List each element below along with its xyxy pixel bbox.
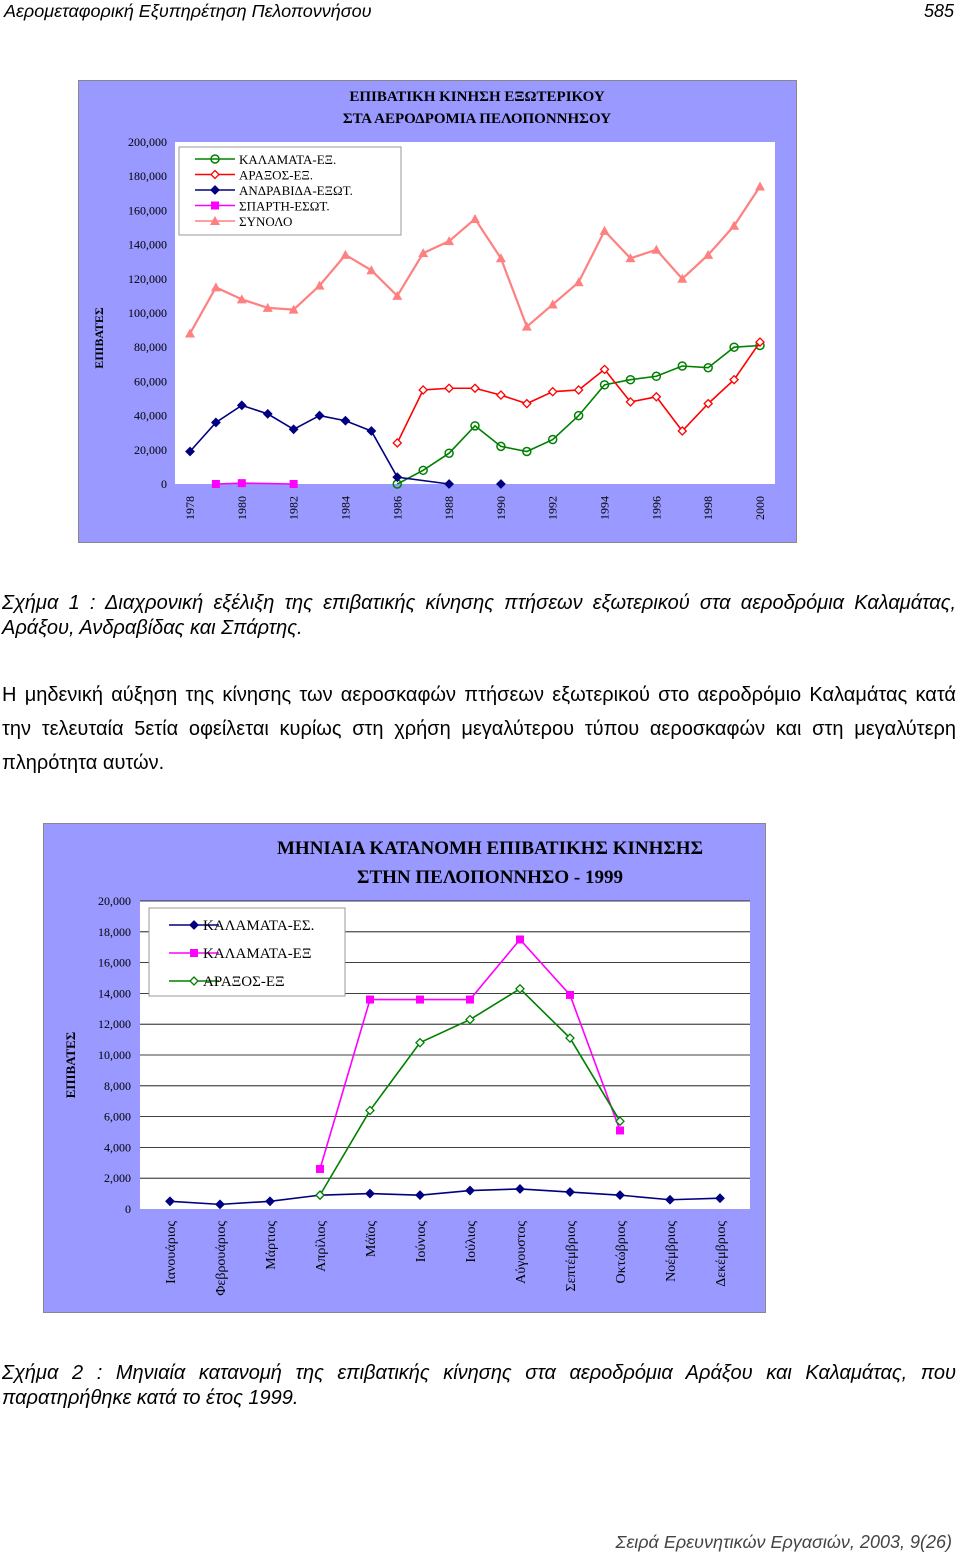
x-tick-label: 1982	[286, 496, 301, 520]
data-point	[566, 991, 574, 999]
y-tick-label: 16,000	[98, 955, 131, 970]
x-tick-label: Μάρτιος	[264, 1221, 279, 1270]
page-number: 585	[923, 1, 954, 21]
data-point	[366, 996, 374, 1004]
y-tick-label: 60,000	[134, 374, 167, 389]
running-header-title: Αερομεταφορική Εξυπηρέτηση Πελοποννήσου	[4, 1, 372, 21]
data-point	[416, 996, 424, 1004]
data-point	[238, 479, 246, 487]
x-tick-label: 1990	[493, 496, 508, 520]
figure-2-caption: Σχήμα 2 : Μηνιαία κατανομή της επιβατικής κίνησης στα αεροδρόμια Αράξου και Καλαμάτας, που παρατηρήθηκε κατά το έτος 1999.	[2, 1362, 956, 1409]
chart-international-traffic	[78, 80, 797, 543]
data-point	[616, 1126, 624, 1134]
legend-label: ΣΥΝΟΛΟ	[239, 214, 293, 229]
x-tick-label: Σεπτέμβριος	[564, 1221, 579, 1292]
x-tick-label: 2000	[753, 496, 767, 520]
chart-title: ΕΠΙΒΑΤΙΚΗ ΚΙΝΗΣΗ ΕΞΩΤΕΡΙΚΟΥ	[349, 89, 605, 105]
y-axis-label: ΕΠΙΒΑΤΕΣ	[63, 1031, 78, 1099]
x-tick-label: Απρίλιος	[314, 1221, 329, 1272]
x-tick-label: Μάϊος	[364, 1221, 379, 1258]
x-tick-label: Οκτώβριος	[614, 1221, 629, 1284]
y-tick-label: 80,000	[134, 340, 167, 355]
x-tick-label: Ιούνιος	[414, 1221, 429, 1263]
y-tick-label: 6,000	[104, 1109, 131, 1124]
x-tick-label: 1986	[390, 496, 405, 520]
legend-marker	[211, 202, 219, 210]
chart-title: ΣΤΗΝ ΠΕΛΟΠΟΝΝΗΣΟ - 1999	[357, 867, 623, 888]
legend-label: ΑΝΔΡΑΒΙΔΑ-ΕΞΩΤ.	[239, 183, 353, 198]
x-tick-label: Αύγουστος	[514, 1221, 529, 1284]
y-tick-label: 120,000	[128, 271, 167, 286]
chart-monthly-distribution	[43, 823, 766, 1313]
y-tick-label: 4,000	[104, 1140, 131, 1155]
data-point	[212, 480, 220, 488]
x-tick-label: 1980	[234, 496, 249, 520]
y-tick-label: 20,000	[98, 894, 131, 908]
y-tick-label: 20,000	[134, 442, 167, 457]
x-tick-label: Ιανουάριος	[164, 1221, 179, 1284]
series-line	[216, 483, 294, 484]
y-tick-label: 0	[161, 477, 167, 491]
x-tick-label: Φεβρουάριος	[214, 1221, 229, 1296]
x-tick-label: 1994	[597, 496, 612, 520]
y-tick-label: 180,000	[128, 169, 167, 184]
legend-label: ΑΡΑΞΟΣ-ΕΞ	[203, 974, 285, 990]
legend-label: ΚΑΛΑΜΑΤΑ-ΕΣ.	[203, 918, 315, 934]
chart-title: ΜΗΝΙΑΙΑ ΚΑΤΑΝΟΜΗ ΕΠΙΒΑΤΙΚΗΣ ΚΙΝΗΣΗΣ	[276, 838, 704, 859]
y-tick-label: 10,000	[98, 1048, 131, 1062]
y-tick-label: 2,000	[104, 1171, 131, 1186]
legend-label: ΚΑΛΑΜΑΤΑ-ΕΞ	[203, 946, 312, 962]
chart-international-traffic-svg	[79, 81, 798, 544]
x-tick-label: 1984	[338, 496, 353, 520]
y-axis-label: ΕΠΙΒΑΤΕΣ	[92, 307, 106, 369]
figure-1-caption: Σχήμα 1 : Διαχρονική εξέλιξη της επιβατικής κίνησης πτήσεων εξωτερικού στα αεροδρόμια Καλαμάτας, Αράξου, Ανδραβίδας και Σπάρτης.	[2, 592, 956, 639]
x-tick-label: Δεκέμβριος	[714, 1221, 729, 1287]
y-tick-label: 40,000	[134, 408, 167, 423]
y-tick-label: 14,000	[98, 986, 131, 1001]
y-tick-label: 160,000	[128, 203, 167, 218]
legend-label: ΚΑΛΑΜΑΤΑ-ΕΞ.	[239, 152, 337, 167]
x-tick-label: Ιούλιος	[464, 1221, 479, 1263]
y-tick-label: 8,000	[104, 1078, 131, 1093]
x-tick-label: 1992	[545, 496, 560, 520]
x-tick-label: 1998	[701, 496, 716, 520]
y-tick-label: 12,000	[98, 1017, 131, 1032]
y-tick-label: 200,000	[128, 135, 167, 149]
y-tick-label: 140,000	[128, 237, 167, 252]
body-paragraph: Η μηδενική αύξηση της κίνησης των αεροσκαφών πτήσεων εξωτερικού στο αεροδρόμιο Καλαμάτας κατά την τελευταία 5ετία οφείλεται κυρίως στη χρήση μεγαλύτερου τύπου αεροσκαφών και στη μεγαλύτερη πληρότητα αυτών.	[2, 684, 956, 774]
x-tick-label: Νοέμβριος	[664, 1221, 679, 1282]
y-tick-label: 0	[125, 1202, 131, 1216]
x-tick-label: 1988	[442, 496, 457, 520]
data-point	[466, 996, 474, 1004]
data-point	[316, 1165, 324, 1173]
chart-monthly-distribution-svg	[44, 824, 767, 1314]
running-footer: Σειρά Ερευνητικών Εργασιών, 2003, 9(26)	[615, 1532, 952, 1552]
legend-marker	[190, 949, 198, 957]
y-tick-label: 18,000	[98, 924, 131, 939]
x-tick-label: 1996	[649, 496, 664, 520]
legend-label: ΣΠΑΡΤΗ-ΕΣΩΤ.	[239, 198, 330, 214]
y-tick-label: 100,000	[128, 306, 167, 320]
data-point	[290, 480, 298, 488]
chart-title: ΣΤΑ ΑΕΡΟΔΡΟΜΙΑ ΠΕΛΟΠΟΝΝΗΣΟΥ	[342, 111, 612, 127]
x-tick-label: 1978	[183, 496, 197, 520]
legend-label: ΑΡΑΞΟΣ-ΕΞ.	[239, 167, 314, 183]
data-point	[516, 936, 524, 944]
